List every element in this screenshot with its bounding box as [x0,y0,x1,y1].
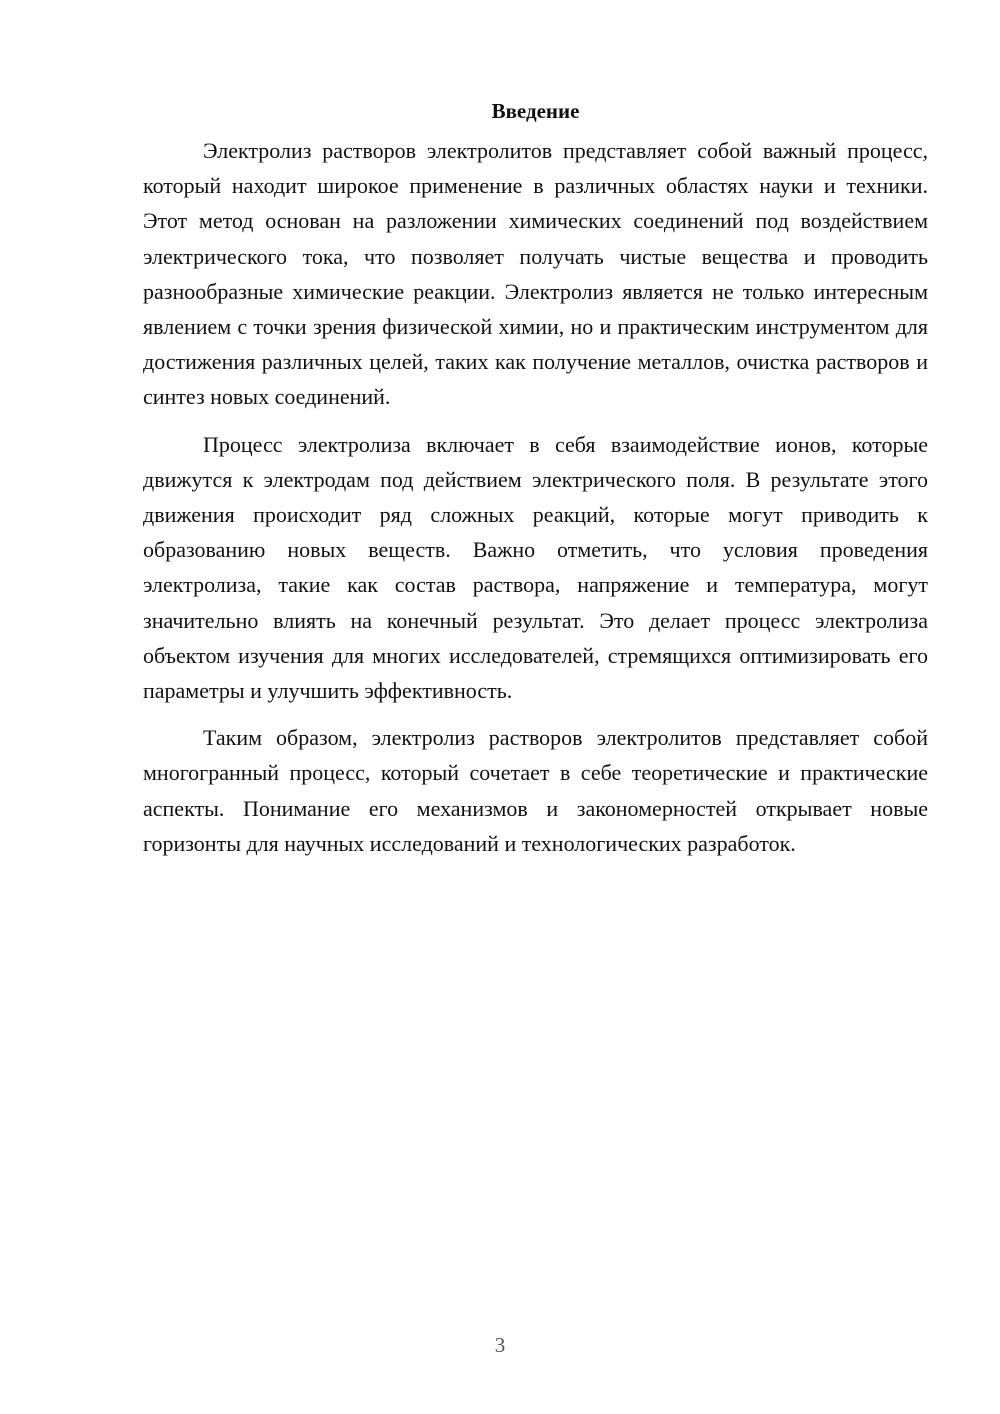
page-number: 3 [494,1333,506,1357]
paragraph-1: Электролиз растворов электролитов представляет собой важный процесс, который находит широкое применение в различных областях науки и техники. Этот метод основан на разложении химических соединений под воздействием электрического тока, что позволяет получать чистые вещества и проводить разнообразные химические реакции. Электролиз является не только интересным явлением с точки зрения физической химии, но и практическим инструментом для достижения различных целей, таких как получение металлов, очистка растворов и синтез новых соединений. [143,138,928,410]
section-title: Введение [491,99,580,123]
page-content [143,97,928,873]
paragraph-3: Таким образом, электролиз растворов электролитов представляет собой многогранный процесс, который сочетает в себе теоретические и практические аспекты. Понимание его механизмов и закономерностей открывает новые горизонты для научных исследований и технологических разработок. [143,725,928,856]
paragraph-2: Процесс электролиза включает в себя взаимодействие ионов, которые движутся к электродам под действием электрического поля. В результате этого движения происходит ряд сложных реакций, которые могут приводить к образованию новых веществ. Важно отметить, что условия проведения электролиза, такие как состав раствора, напряжение и температура, могут значительно влиять на конечный результат. Это делает процесс электролиза объектом изучения для многих исследователей, стремящихся оптимизировать его параметры и улучшить эффективность. [143,431,928,704]
